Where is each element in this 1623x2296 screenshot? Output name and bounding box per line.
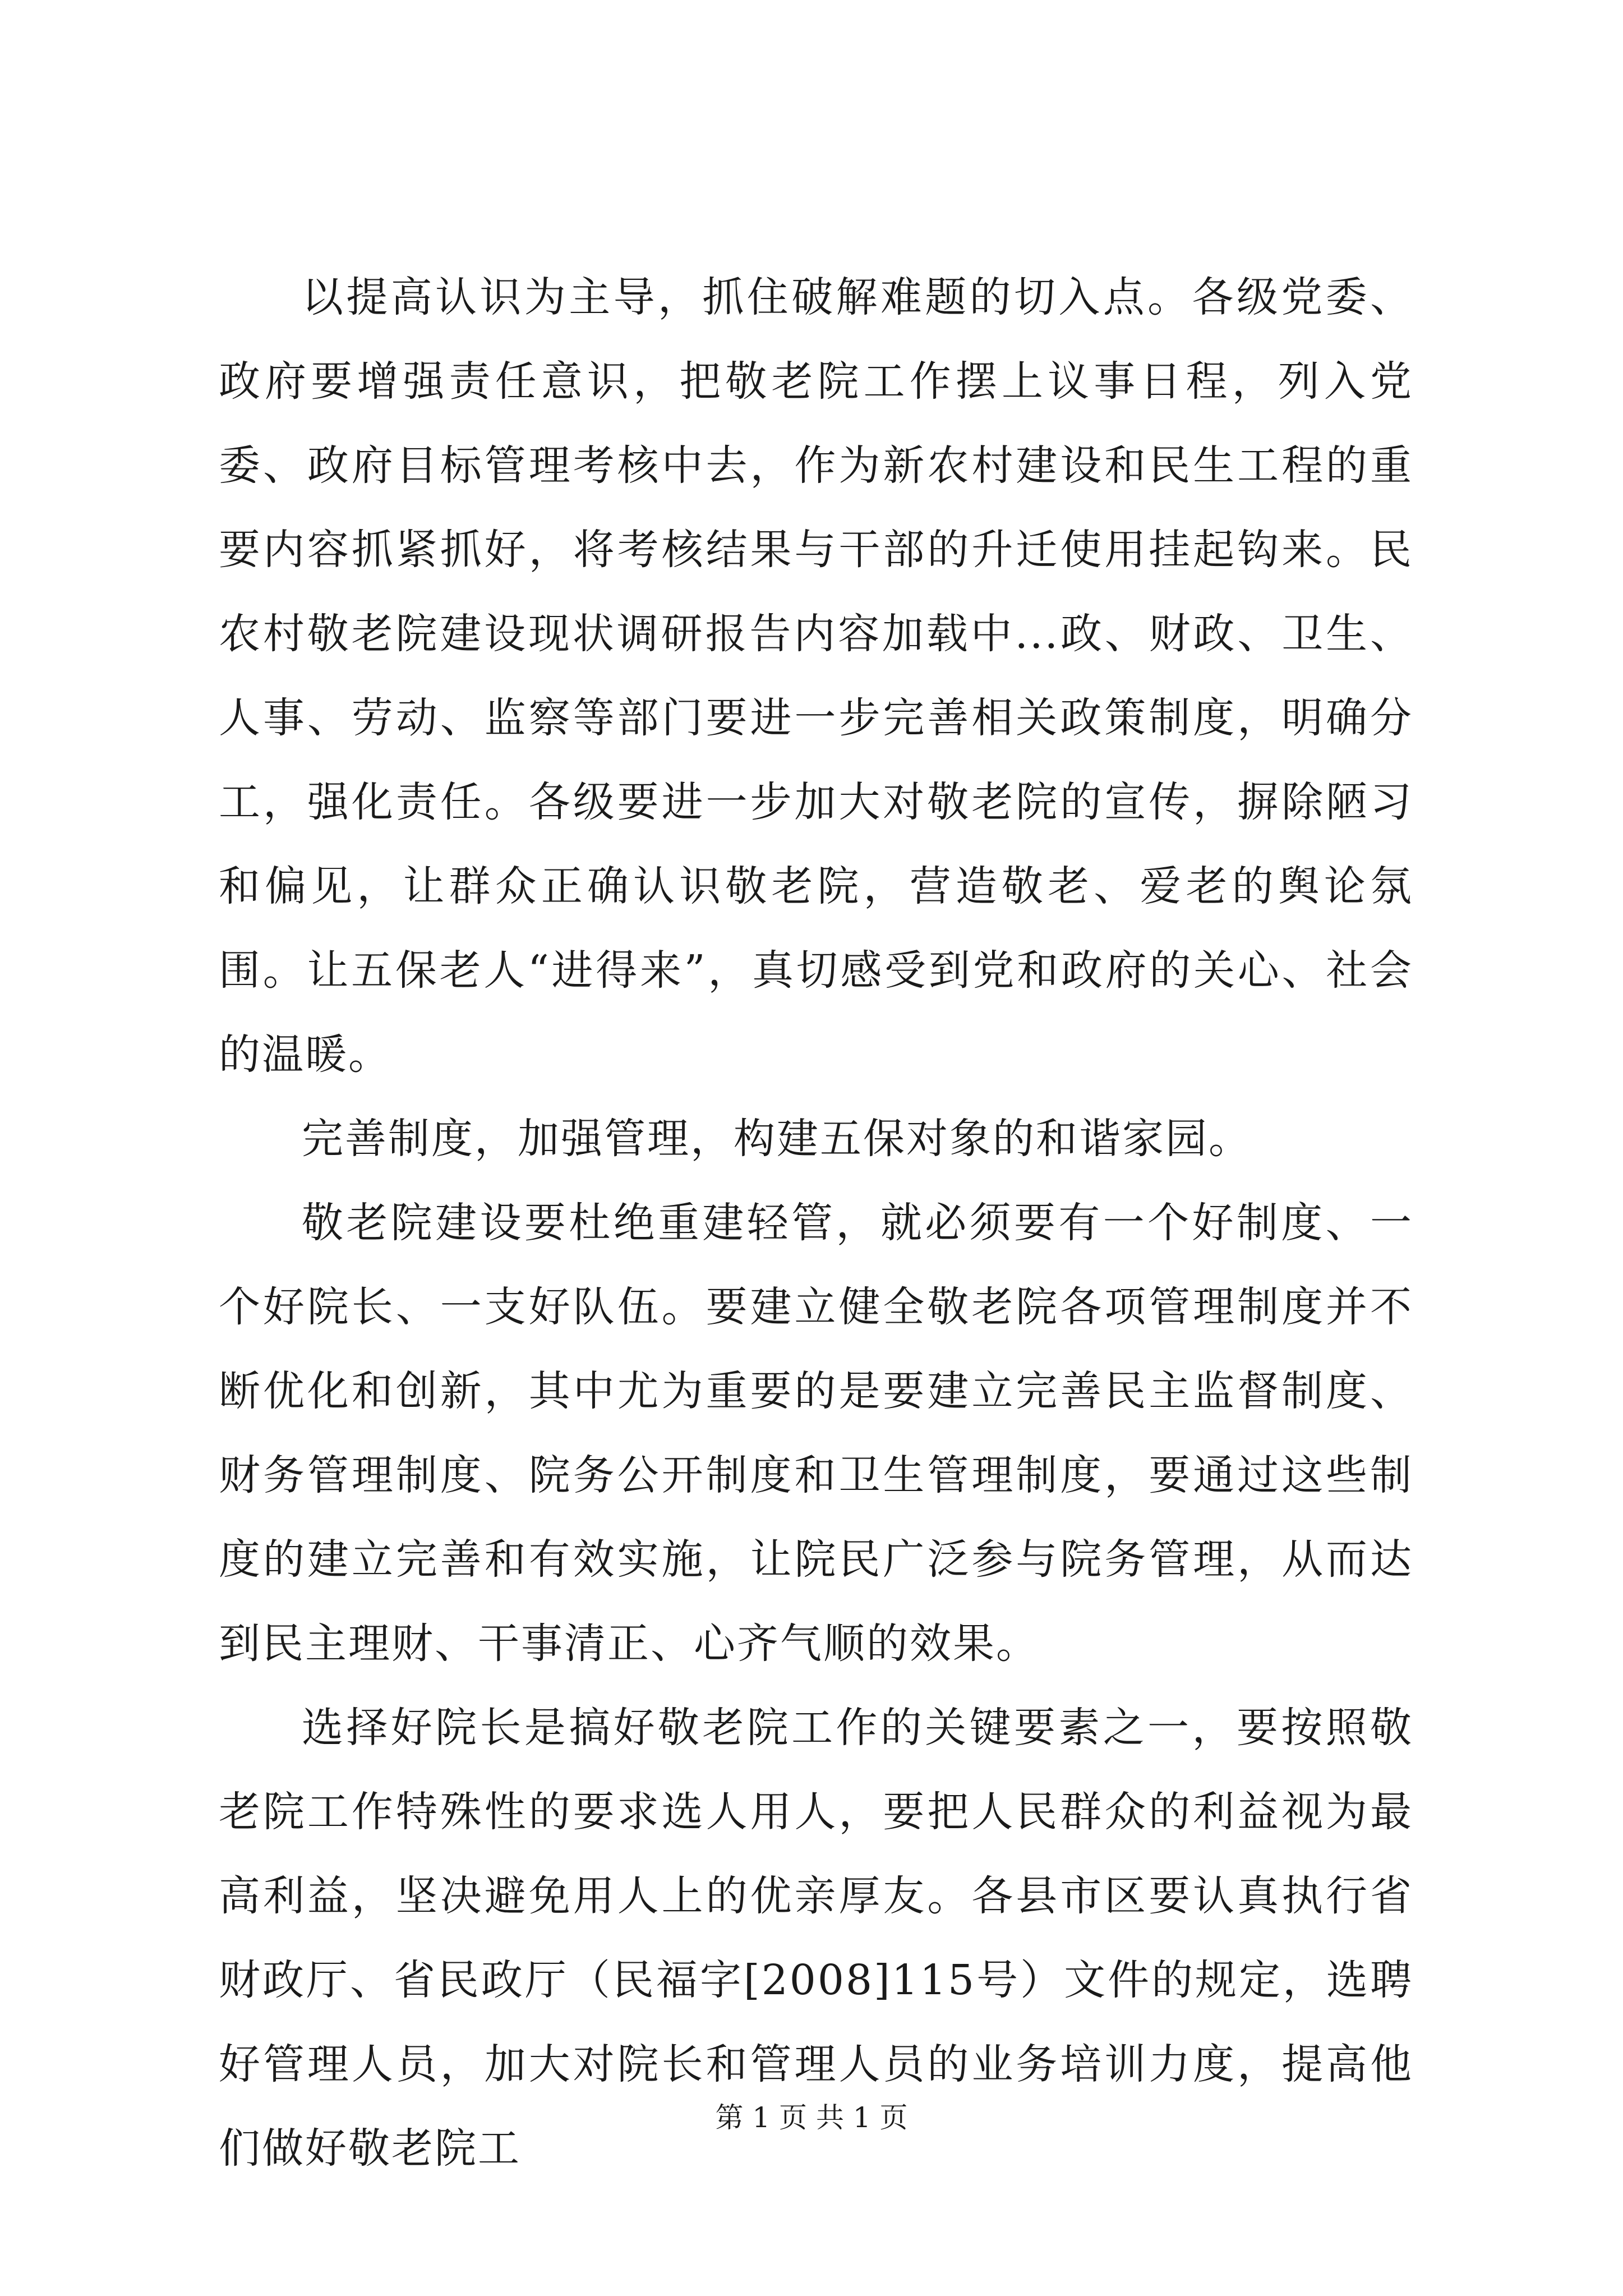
page-footer: 第 1 页 共 1 页	[715, 2101, 908, 2134]
paragraph: 完善制度，加强管理，构建五保对象的和谐家园。	[302, 1115, 1252, 1163]
document-body	[219, 255, 1413, 2191]
paragraph: 选择好院长是搞好敬老院工作的关键要素之一，要按照敬老院工作特殊性的要求选人用人，要把人民群众的利益视为最高利益，坚决避免用人上的优亲厚友。各县市区要认真执行省财政厅、省民政厅（民福字[2008]115号）文件的规定，选聘好管理人员，加大对院长和管理人员的业务培训力度，提高他们做好敬老院工	[219, 1704, 1413, 2173]
paragraph: 敬老院建设要杜绝重建轻管，就必须要有一个好制度、一个好院长、一支好队伍。要建立健全敬老院各项管理制度并不断优化和创新，其中尤为重要的是要建立完善民主监督制度、财务管理制度、院务公开制度和卫生管理制度，要通过这些制度的建立完善和有效实施，让院民广泛参与院务管理，从而达到民主理财、干事清正、心齐气顺的效果。	[219, 1199, 1413, 1668]
paragraph: 以提高认识为主导，抓住破解难题的切入点。各级党委、政府要增强责任意识，把敬老院工作摆上议事日程，列入党委、政府目标管理考核中去，作为新农村建设和民生工程的重要内容抓紧抓好，将考核结果与干部的升迁使用挂起钩来。民农村敬老院建设现状调研报告内容加载中...政、财政、卫生、人事、劳动、监察等部门要进一步完善相关政策制度，明确分工，强化责任。各级要进一步加大对敬老院的宣传，摒除陋习和偏见，让群众正确认识敬老院，营造敬老、爱老的舆论氛围。让五保老人“进得来”，真切感受到党和政府的关心、社会的温暖。	[219, 273, 1413, 1079]
